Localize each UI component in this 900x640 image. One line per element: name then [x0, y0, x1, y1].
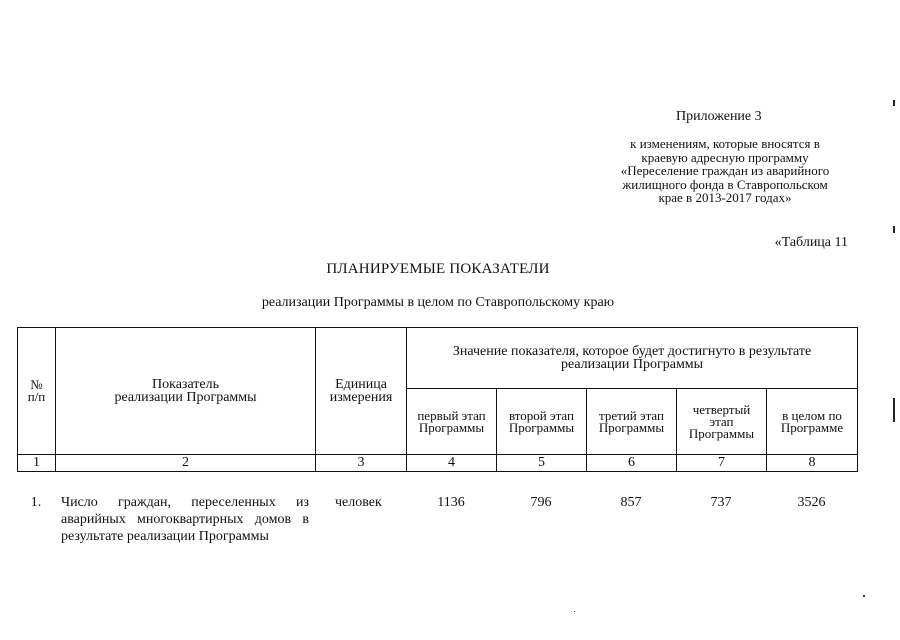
indicators-table-header [17, 327, 858, 472]
column-number: 1 [18, 455, 56, 472]
appendix-title: Приложение 3 [676, 109, 762, 124]
header-num: № п/п [18, 328, 56, 455]
scan-mark [893, 226, 895, 233]
row-value-stage-1: 1136 [437, 495, 465, 510]
header-stage-3: третий этап Программы [587, 389, 677, 455]
column-number: 3 [316, 455, 407, 472]
column-number: 6 [587, 455, 677, 472]
indicators-table-body [17, 490, 857, 545]
row-value-total: 3526 [797, 495, 826, 510]
scan-speck [863, 595, 865, 597]
header-value-group: Значение показателя, которое будет достигнуто в результате реализации Программы [407, 328, 858, 389]
column-number: 4 [407, 455, 497, 472]
header-stage-1: первый этап Программы [407, 389, 497, 455]
header-stage-total: в целом по Программе [767, 389, 858, 455]
row-value-stage-2: 796 [530, 495, 552, 510]
document-subtitle: реализации Программы в целом по Ставропольскому краю [261, 295, 615, 310]
table-reference: «Таблица 11 [774, 235, 848, 250]
column-number: 7 [677, 455, 767, 472]
header-unit: Единица измерения [316, 328, 407, 455]
column-number: 8 [767, 455, 858, 472]
appendix-subtitle: к изменениям, которые вносятся в краевую адресную программу «Переселение граждан из аварийного жилищного фонда в Ставропольском крае в 2013-2017 годах» [620, 136, 830, 205]
table-row [17, 490, 857, 545]
column-number: 5 [497, 455, 587, 472]
header-stage-4: четвертый этап Программы [677, 389, 767, 455]
row-unit: человек [335, 495, 382, 510]
header-indicator: Показатель реализации Программы [56, 328, 316, 455]
scan-speck [574, 611, 575, 612]
row-value-stage-4: 737 [710, 495, 732, 510]
scan-mark [893, 398, 895, 422]
column-number: 2 [56, 455, 316, 472]
row-value-stage-3: 857 [620, 495, 642, 510]
row-num: 1. [30, 495, 42, 510]
row-indicator: Число граждан, переселенных из аварийных многоквартирных домов в результате реализации Программы [61, 495, 309, 544]
header-stage-2: второй этап Программы [497, 389, 587, 455]
scan-mark [893, 100, 895, 106]
document-title: ПЛАНИРУЕМЫЕ ПОКАЗАТЕЛИ [326, 261, 550, 277]
